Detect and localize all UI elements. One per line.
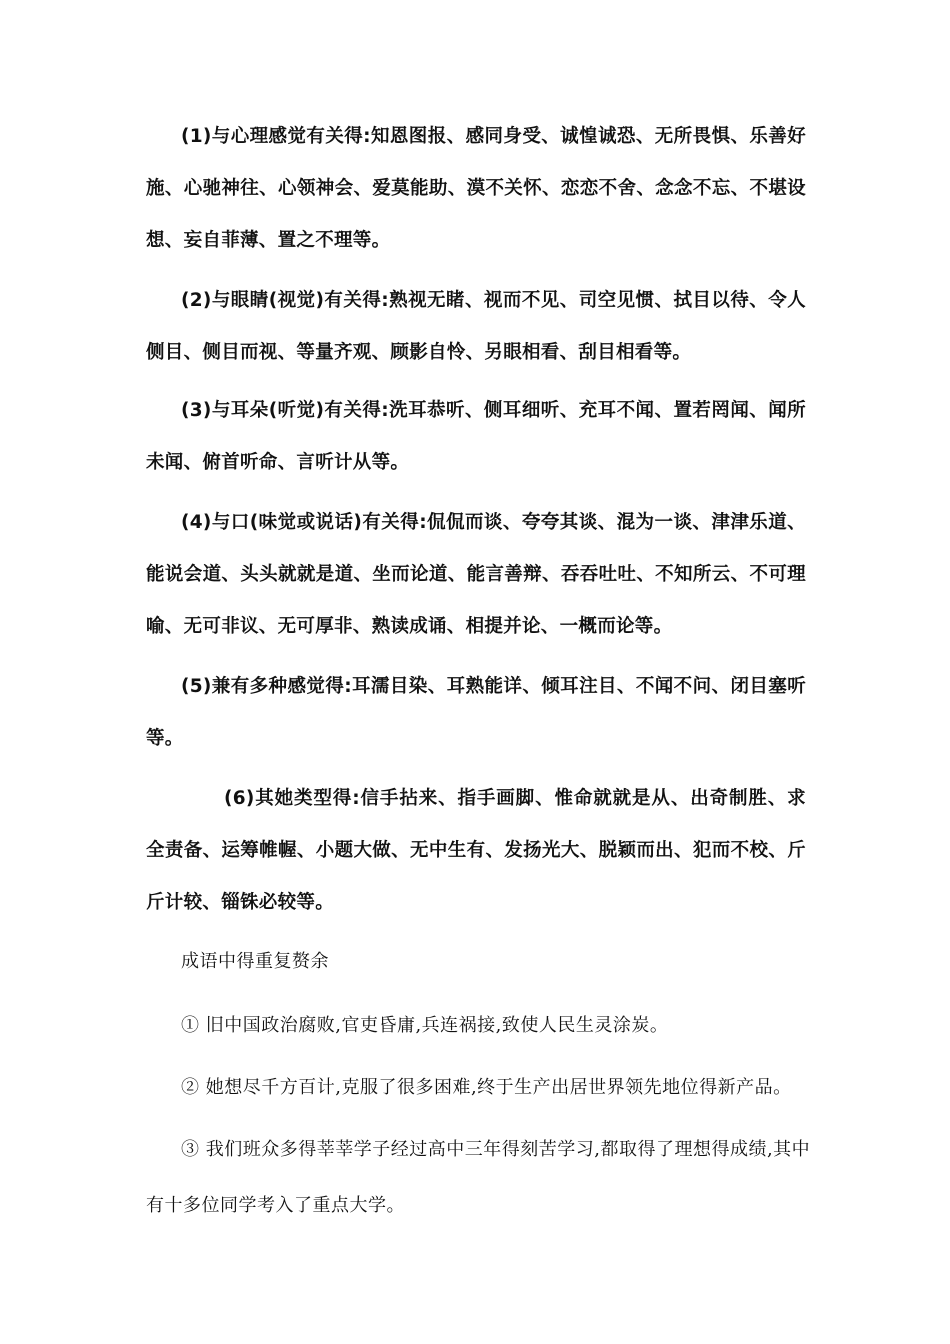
example-1: ① 旧中国政治腐败,官吏昏庸,兵连祸接,致使人民生灵涂炭。	[181, 1015, 669, 1036]
paragraph-psychological: (1)与心理感觉有关得:知恩图报、感同身受、诚惶诚恐、无所畏惧、乐善好施、心驰神往、心领神会、爱莫能助、漠不关怀、恋恋不舍、念念不忘、不堪设想、妄自菲薄、置之不理等。	[146, 126, 806, 251]
example-3: ③ 我们班众多得莘莘学子经过高中三年得刻苦学习,都取得了理想得成绩,其中有十多位同学考入了重点大学。	[146, 1139, 811, 1216]
paragraph-ears: (3)与耳朵(听觉)有关得:洗耳恭听、侧耳细听、充耳不闻、置若罔闻、闻所未闻、俯首听命、言听计从等。	[146, 400, 806, 473]
example-2: ② 她想尽千方百计,克服了很多困难,终于生产出居世界领先地位得新产品。	[181, 1077, 792, 1098]
paragraph-multiple-senses: (5)兼有多种感觉得:耳濡目染、耳熟能详、倾耳注目、不闻不问、闭目塞听等。	[146, 676, 806, 749]
paragraph-mouth: (4)与口(味觉或说话)有关得:侃侃而谈、夸夸其谈、混为一谈、津津乐道、能说会道、头头就就是道、坐而论道、能言善辩、吞吞吐吐、不知所云、不可理喻、无可非议、无可厚非、熟读成诵、相提并论、一概而论等。	[146, 512, 806, 637]
paragraph-eyes: (2)与眼睛(视觉)有关得:熟视无睹、视而不见、司空见惯、拭目以待、令人侧目、侧目而视、等量齐观、顾影自怜、另眼相看、刮目相看等。	[146, 290, 806, 363]
section-title: 成语中得重复赘余	[181, 951, 329, 972]
paragraph-other-types: (6)其她类型得:信手拈来、指手画脚、惟命就就是从、出奇制胜、求全责备、运筹帷幄、小题大做、无中生有、发扬光大、脱颖而出、犯而不校、斤斤计较、锱铢必较等。	[146, 788, 806, 913]
